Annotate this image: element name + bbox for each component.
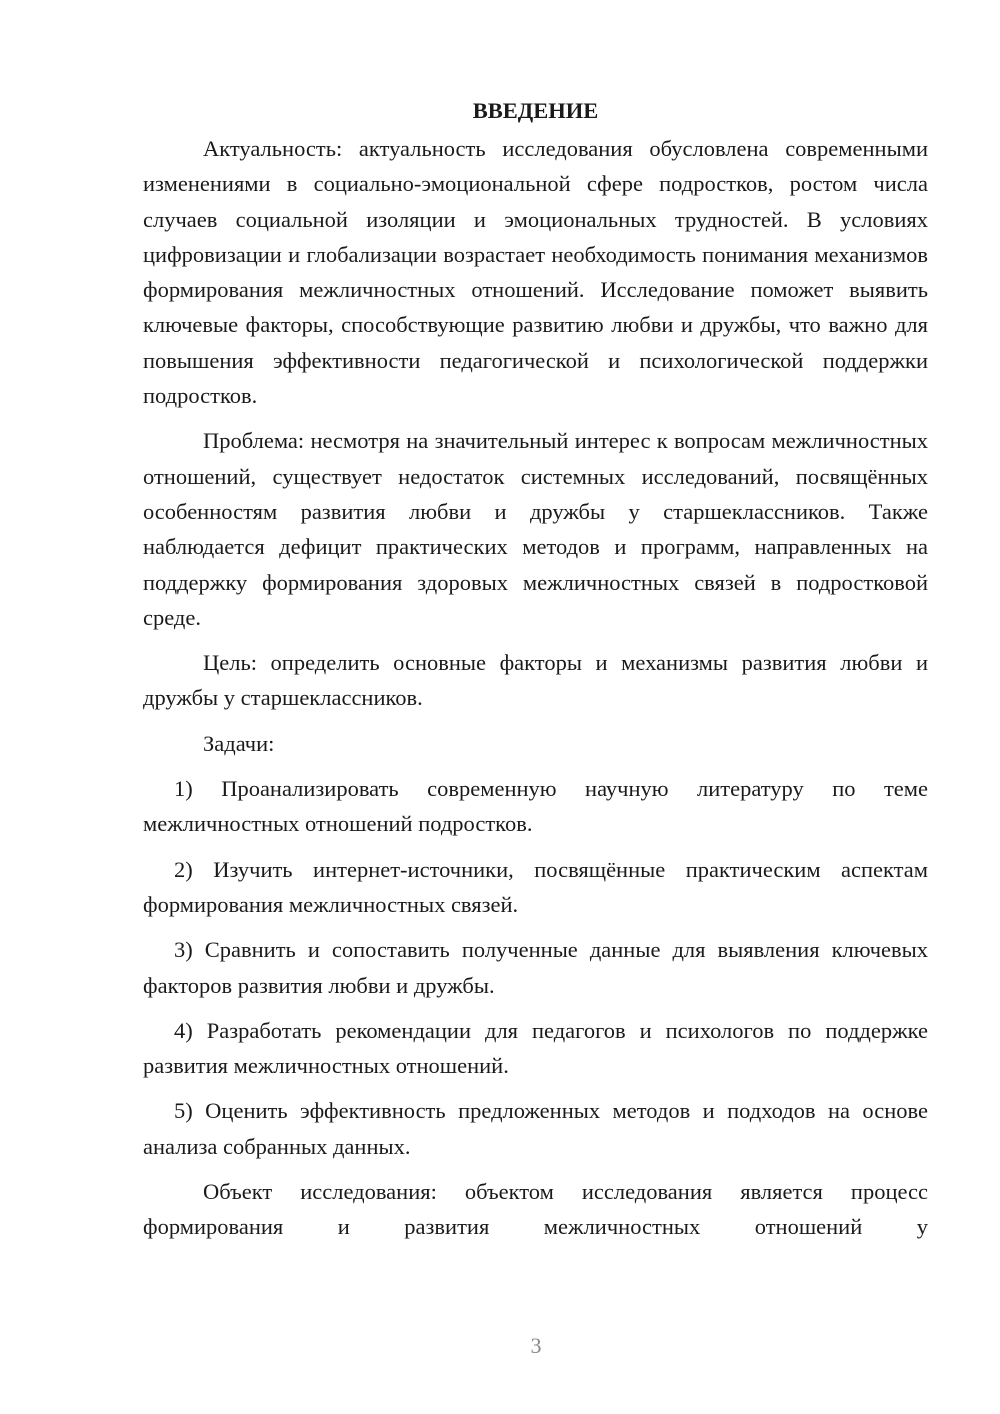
task-item-4: 4) Разработать рекомендации для педагогов и психологов по поддержке развития межличностных отношений. (143, 1017, 928, 1079)
page-title: ВВЕДЕНИЕ (472, 98, 599, 123)
task-item-2: 2) Изучить интернет-источники, посвящённые практическим аспектам формирования межличностных связей. (143, 856, 928, 917)
page-body (143, 93, 928, 1255)
problem-paragraph: Проблема: несмотря на значительный интерес к вопросам межличностных отношений, существует недостаток системных исследований, посвящённых особенностям развития любви и дружбы у старшеклассников. Также наблюдается дефицит практических методов и программ, направленных на поддержку формирования здоровых межличностных связей в подростковой среде. (143, 428, 928, 630)
task-item-3: 3) Сравнить и сопоставить полученные данные для выявления ключевых факторов развития любви и дружбы. (143, 937, 928, 998)
tasks-heading: Задачи: (203, 730, 275, 756)
page-number: 3 (530, 1333, 542, 1358)
task-item-5: 5) Оценить эффективность предложенных методов и подходов на основе анализа собранных данных. (143, 1098, 928, 1159)
relevance-paragraph: Актуальность: актуальность исследования обусловлена современными изменениями в социально-эмоциональной сфере подростков, ростом числа случаев социальной изоляции и эмоциональных трудностей. В условиях цифровизации и глобализации возрастает необходимость понимания механизмов формирования межличностных отношений. Исследование поможет выявить ключевые факторы, способствующие развитию любви и дружбы, что важно для повышения эффективности педагогической и психологической поддержки подростков. (143, 136, 928, 409)
goal-paragraph: Цель: определить основные факторы и механизмы развития любви и дружбы у старшеклассников. (143, 650, 928, 711)
task-item-1: 1) Проанализировать современную научную литературу по теме межличностных отношений подростков. (143, 776, 928, 837)
object-paragraph: Объект исследования: объектом исследования является процесс формирования и развития межличностных отношений у (143, 1179, 928, 1240)
